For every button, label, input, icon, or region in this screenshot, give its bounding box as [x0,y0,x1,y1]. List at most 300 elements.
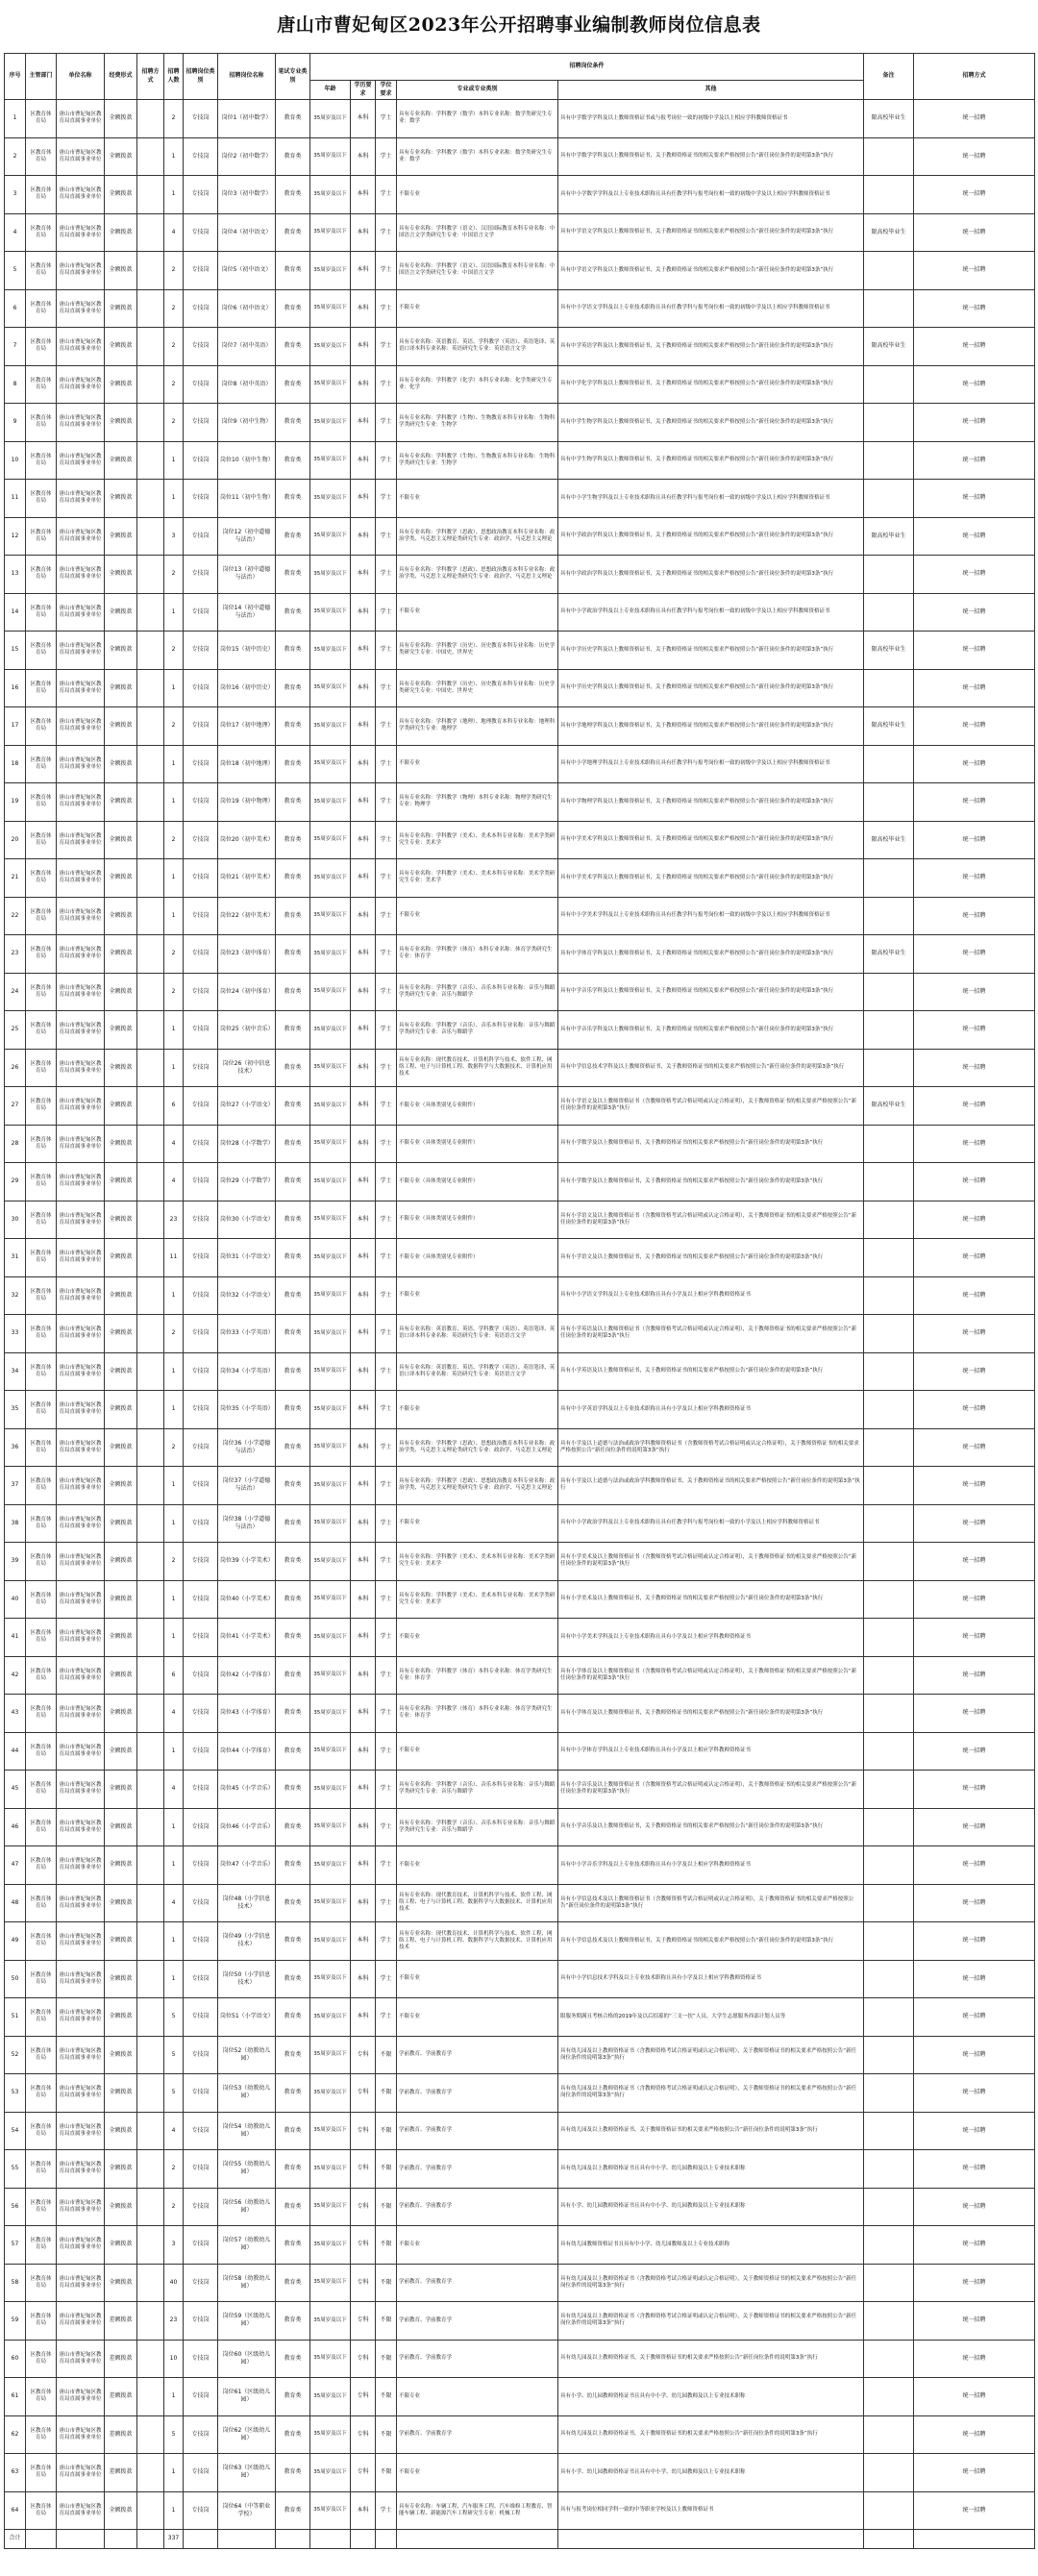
cell-major: 不限专业（具体类别见专业附件） [397,1163,558,1201]
table-row [5,1846,1035,1885]
cell-age: 35周岁及以下 [310,176,351,214]
cell-seq: 53 [5,2074,26,2113]
cell-funding: 全额拨款 [105,1960,137,1998]
cell-category: 专技岗 [184,289,218,328]
cell-category: 专技岗 [184,1049,218,1087]
cell-seq: 42 [5,1656,26,1695]
cell-funding: 全额拨款 [105,1352,137,1391]
cell-mode: 统一招聘 [914,1163,1035,1201]
cell-degree: 学士 [376,1011,397,1050]
table-row [5,1543,1035,1581]
cell-degree: 学士 [376,137,397,176]
cell-seq: 9 [5,404,26,442]
cell-mode: 统一招聘 [914,2150,1035,2189]
cell-seq: 2 [5,137,26,176]
cell-unit: 唐山市曹妃甸区教育局直属事业单位 [57,1846,105,1885]
cell-funding: 全额拨款 [105,859,137,898]
cell-age: 35周岁及以下 [310,404,351,442]
cell-unit: 唐山市曹妃甸区教育局直属事业单位 [57,1087,105,1126]
cell-major: 具有专业名称：学科教学（思政）、思想政治教育本科专业名称：政治学类、马克思主义理论类研究生专业：政治学、马克思主义理论 [397,1428,558,1467]
cell-num: 6 [164,1656,184,1695]
cell-method [137,1998,164,2037]
table-row [5,1884,1035,1922]
cell-major: 不限专业 [397,897,558,935]
cell-edu: 本科 [351,556,376,594]
cell-seq: 22 [5,897,26,935]
cell-method [137,100,164,138]
cell-age: 35周岁及以下 [310,1580,351,1619]
cell-funding: 全额拨款 [105,328,137,366]
cell-mode: 统一招聘 [914,973,1035,1011]
cell-major: 不限专业 [397,593,558,632]
cell-num: 6 [164,1087,184,1126]
cell-category: 专技岗 [184,2112,218,2150]
cell-edu: 本科 [351,517,376,556]
cell-degree: 不限 [376,2378,397,2416]
cell-method [137,404,164,442]
cell-funding: 全额拨款 [105,783,137,822]
cell-degree: 学士 [376,441,397,480]
cell-remark: 限高校毕业生 [864,328,914,366]
cell-degree: 学士 [376,897,397,935]
cell-age: 35周岁及以下 [310,1808,351,1846]
cell-major: 不限专业（具体类别见专业附件） [397,1201,558,1239]
cell-unit: 唐山市曹妃甸区教育局直属事业单位 [57,1011,105,1050]
cell-mode: 统一招聘 [914,745,1035,783]
cell-category: 专技岗 [184,1087,218,1126]
cell-unit: 唐山市曹妃甸区教育局直属事业单位 [57,859,105,898]
cell-num: 2 [164,252,184,290]
cell-funding: 全额拨款 [105,1315,137,1353]
cell-method [137,783,164,822]
cell-mode: 统一招聘 [914,480,1035,518]
cell-major: 学前教育、学前教育学 [397,2074,558,2113]
table-row [5,2188,1035,2226]
cell-unit: 唐山市曹妃甸区教育局直属事业单位 [57,1391,105,1429]
cell-num: 1 [164,1922,184,1961]
cell-category: 专技岗 [184,1846,218,1885]
cell-post: 岗位18（初中地理） [218,745,276,783]
cell-funding: 差额拨款 [105,2340,137,2378]
cell-seq: 3 [5,176,26,214]
cell-exam: 教育类 [276,404,310,442]
cell-num: 2 [164,1315,184,1353]
cell-dept: 区教育体育局 [26,556,57,594]
cell-age: 35周岁及以下 [310,1315,351,1353]
cell-dept: 区教育体育局 [26,1239,57,1277]
cell-post: 岗位22（初中美术） [218,897,276,935]
cell-major: 具有专业名称：学科教学（物理）本科专业名称：物理学类研究生专业：物理学 [397,783,558,822]
cell-dept: 区教育体育局 [26,328,57,366]
cell-num: 4 [164,1163,184,1201]
cell-exam: 教育类 [276,1467,310,1505]
cell-mode: 统一招聘 [914,1846,1035,1885]
cell-category: 专技岗 [184,1125,218,1163]
cell-major: 具有专业名称：英语教育、英语、学科教学（英语）、英语笔译、英语口译本科专业名称：英语研究生专业：英语语言文学 [397,328,558,366]
cell-other: 具有中小学数学学科及以上专业技术职称且具有任教学科与报考岗位相一致的初级中学及以上相应学科教师资格证书 [558,176,864,214]
cell-major: 具有专业名称：现代教育技术、计算机科学与技术、软件工程、网络工程、电子与计算机工程、数据科学与大数据技术、计算机应用技术 [397,1922,558,1961]
cell-num: 1 [164,1960,184,1998]
cell-funding: 全额拨款 [105,1011,137,1050]
cell-unit: 唐山市曹妃甸区教育局直属事业单位 [57,1315,105,1353]
cell-funding: 全额拨款 [105,897,137,935]
cell-age: 35周岁及以下 [310,137,351,176]
cell-unit: 唐山市曹妃甸区教育局直属事业单位 [57,2036,105,2074]
cell-post: 岗位53（幼教幼儿园） [218,2074,276,2113]
cell-remark [864,859,914,898]
header-seq: 序号 [5,54,26,100]
cell-remark [864,137,914,176]
cell-other: 具有中学美术学科及以上教师资格证书，关于教师资格证书的相关要求严格按照公告“新任岗位条件的说明第3条”执行 [558,821,864,859]
cell-age: 35周岁及以下 [310,2454,351,2492]
cell-dept: 区教育体育局 [26,1125,57,1163]
cell-post: 岗位20（初中美术） [218,821,276,859]
table-row [5,1998,1035,2037]
cell-seq: 16 [5,669,26,707]
cell-seq: 41 [5,1619,26,1657]
cell-degree: 不限 [376,2264,397,2302]
cell-category: 专技岗 [184,328,218,366]
cell-category: 专技岗 [184,1771,218,1809]
cell-exam: 教育类 [276,213,310,252]
cell-method [137,252,164,290]
table-row [5,1695,1035,1733]
cell-remark [864,1695,914,1733]
cell-method [137,1428,164,1467]
cell-num: 1 [164,2454,184,2492]
cell-degree: 学士 [376,745,397,783]
cell-mode: 统一招聘 [914,1543,1035,1581]
cell-seq: 12 [5,517,26,556]
cell-post: 岗位62（区级幼儿园） [218,2415,276,2454]
cell-num: 2 [164,935,184,974]
table-row [5,1960,1035,1998]
cell-age: 35周岁及以下 [310,1239,351,1277]
cell-category: 专技岗 [184,821,218,859]
cell-major: 具有专业名称：学科教学（体育）本科专业名称：体育学类研究生专业：体育学 [397,1695,558,1733]
cell-other: 具有中学地理学科及以上教师资格证书，关于教师资格证书的相关要求严格按照公告“新任岗位条件的说明第3条”执行 [558,707,864,746]
table-row [5,745,1035,783]
cell-unit: 唐山市曹妃甸区教育局直属事业单位 [57,289,105,328]
cell-funding: 全额拨款 [105,1884,137,1922]
header-remark: 备注 [864,54,914,100]
cell-remark [864,2264,914,2302]
cell-post: 岗位8（初中英语） [218,365,276,404]
cell-major: 不限专业 [397,1276,558,1315]
cell-major: 具有专业名称：车辆工程、汽车服务工程、汽车维修工程教育、智能车辆工程、新能源汽车工程研究生专业：机械工程 [397,2491,558,2530]
cell-remark [864,1315,914,1353]
cell-remark [864,1352,914,1391]
cell-unit: 唐山市曹妃甸区教育局直属事业单位 [57,1998,105,2037]
table-row [5,328,1035,366]
cell-funding: 全额拨款 [105,1163,137,1201]
cell-degree: 学士 [376,1428,397,1467]
cell-category: 专技岗 [184,2340,218,2378]
cell-unit: 唐山市曹妃甸区教育局直属事业单位 [57,2188,105,2226]
cell-funding: 全额拨款 [105,556,137,594]
cell-other: 具有中学政治学科及以上教师资格证书，关于教师资格证书的相关要求严格按照公告“新任岗位条件的说明第3条”执行 [558,517,864,556]
cell-exam: 教育类 [276,252,310,290]
cell-funding: 全额拨款 [105,365,137,404]
cell-dept: 区教育体育局 [26,252,57,290]
cell-unit: 唐山市曹妃甸区教育局直属事业单位 [57,783,105,822]
cell-category: 专技岗 [184,1239,218,1277]
table-row [5,1732,1035,1771]
cell-edu: 专科 [351,2415,376,2454]
cell-degree: 学士 [376,1239,397,1277]
cell-num: 1 [164,669,184,707]
cell-unit: 唐山市曹妃甸区教育局直属事业单位 [57,1352,105,1391]
cell-age: 35周岁及以下 [310,859,351,898]
cell-method [137,1732,164,1771]
table-row [5,2074,1035,2113]
cell-major: 学前教育、学前教育学 [397,2036,558,2074]
cell-remark [864,556,914,594]
cell-mode: 统一招聘 [914,213,1035,252]
cell-edu: 本科 [351,480,376,518]
cell-category: 专技岗 [184,480,218,518]
cell-seq: 11 [5,480,26,518]
cell-degree: 不限 [376,2454,397,2492]
cell-funding: 全额拨款 [105,1732,137,1771]
cell-seq: 36 [5,1428,26,1467]
cell-exam: 教育类 [276,1163,310,1201]
cell-major: 具有专业名称：学科教学（美术）、美术本科专业名称：美术学类研究生专业：美术学 [397,1543,558,1581]
cell-edu: 专科 [351,2188,376,2226]
cell-category: 专技岗 [184,1163,218,1201]
cell-method [137,328,164,366]
cell-post: 岗位37（小学道德与法治） [218,1467,276,1505]
table-row [5,935,1035,974]
cell-exam: 教育类 [276,365,310,404]
cell-unit: 唐山市曹妃甸区教育局直属事业单位 [57,2491,105,2530]
cell-unit: 唐山市曹妃甸区教育局直属事业单位 [57,897,105,935]
cell-remark [864,1808,914,1846]
cell-edu: 专科 [351,2454,376,2492]
cell-other: 具有中学音乐学科及以上教师资格证书，关于教师资格证书的相关要求严格按照公告“新任岗位条件的说明第3条”执行 [558,1011,864,1050]
table-row [5,821,1035,859]
cell-dept: 区教育体育局 [26,1011,57,1050]
cell-remark [864,1125,914,1163]
cell-age: 35周岁及以下 [310,1087,351,1126]
cell-age: 35周岁及以下 [310,2491,351,2530]
cell-exam: 教育类 [276,783,310,822]
cell-num: 1 [164,859,184,898]
cell-unit: 唐山市曹妃甸区教育局直属事业单位 [57,745,105,783]
cell-exam: 教育类 [276,517,310,556]
cell-other: 具有小学音乐及以上教师资格证书，关于教师资格证书的相关要求严格按照公告“新任岗位条件的说明第3条”执行 [558,1808,864,1846]
cell-num: 4 [164,2112,184,2150]
cell-category: 专技岗 [184,935,218,974]
cell-edu: 本科 [351,1315,376,1353]
cell-method [137,441,164,480]
cell-post: 岗位3（初中数学） [218,176,276,214]
cell-degree: 学士 [376,404,397,442]
cell-other: 具有幼儿园及以上教师资格证书（含教师资格考试合格证明或认定合格证明），关于教师资格证书的相关要求严格按照公告“新任岗位条件的说明第3条”执行 [558,2036,864,2074]
cell-edu: 本科 [351,1732,376,1771]
table-row [5,2454,1035,2492]
cell-age: 35周岁及以下 [310,707,351,746]
cell-major: 不限专业 [397,2226,558,2265]
cell-degree: 学士 [376,859,397,898]
cell-remark [864,1922,914,1961]
cell-mode: 统一招聘 [914,1428,1035,1467]
cell-num: 2 [164,328,184,366]
cell-other: 具有小学、幼儿园教师资格证书且具有中小学、幼儿园教师及以上专业技术职称 [558,2188,864,2226]
cell-mode: 统一招聘 [914,1884,1035,1922]
cell-seq: 64 [5,2491,26,2530]
cell-post: 岗位46（小学音乐） [218,1808,276,1846]
cell-funding: 全额拨款 [105,632,137,670]
cell-degree: 学士 [376,556,397,594]
table-row [5,1239,1035,1277]
cell-edu: 本科 [351,1352,376,1391]
cell-seq: 45 [5,1771,26,1809]
cell-num: 2 [164,404,184,442]
cell-major: 学前教育、学前教育学 [397,2188,558,2226]
cell-dept: 区教育体育局 [26,2378,57,2416]
cell-seq: 32 [5,1276,26,1315]
cell-method [137,669,164,707]
cell-dept: 区教育体育局 [26,1163,57,1201]
cell-seq: 55 [5,2150,26,2189]
cell-other: 具有中小学体育学科及以上专业技术职称且具有小学及以上相应学科教师资格证书 [558,1732,864,1771]
cell-other: 具有中学语文学科及以上教师资格证书，关于教师资格证书的相关要求严格按照公告“新任岗位条件的说明第3条”执行 [558,252,864,290]
cell-dept: 区教育体育局 [26,2340,57,2378]
table-row [5,1771,1035,1809]
header-exam: 笔试专业类别 [276,54,310,100]
cell-age: 35周岁及以下 [310,2150,351,2189]
cell-unit: 唐山市曹妃甸区教育局直属事业单位 [57,1922,105,1961]
cell-other: 具有幼儿园及以上教师资格证书，关于教师资格证书的相关要求严格按照公告“新任岗位条件的说明第3条”执行 [558,2415,864,2454]
cell-unit: 唐山市曹妃甸区教育局直属事业单位 [57,593,105,632]
cell-age: 35周岁及以下 [310,213,351,252]
cell-method [137,1352,164,1391]
cell-mode: 统一招聘 [914,1276,1035,1315]
cell-seq: 48 [5,1884,26,1922]
cell-exam: 教育类 [276,1846,310,1885]
cell-post: 岗位40（小学美术） [218,1580,276,1619]
cell-degree: 学士 [376,593,397,632]
cell-mode: 统一招聘 [914,1125,1035,1163]
cell-seq: 29 [5,1163,26,1201]
cell-remark [864,2454,914,2492]
cell-degree: 学士 [376,1543,397,1581]
cell-post: 岗位7（初中英语） [218,328,276,366]
cell-seq: 52 [5,2036,26,2074]
cell-category: 专技岗 [184,707,218,746]
cell-other: 具有小学及以上道德与法治或政治学科教师资格证书，关于教师资格证书的相关要求严格按照公告“新任岗位条件的说明第3条”执行 [558,1467,864,1505]
cell-age: 35周岁及以下 [310,1352,351,1391]
cell-remark: 限高校毕业生 [864,517,914,556]
cell-funding: 全额拨款 [105,2074,137,2113]
cell-num: 1 [164,593,184,632]
cell-edu: 本科 [351,669,376,707]
cell-degree: 学士 [376,176,397,214]
cell-seq: 40 [5,1580,26,1619]
cell-funding: 全额拨款 [105,973,137,1011]
cell-seq: 28 [5,1125,26,1163]
cell-remark: 限高校毕业生 [864,100,914,138]
cell-exam: 教育类 [276,2491,310,2530]
cell-method [137,2491,164,2530]
cell-other: 具有中学音乐学科及以上教师资格证书，关于教师资格证书的相关要求严格按照公告“新任岗位条件的说明第3条”执行 [558,973,864,1011]
cell-category: 专技岗 [184,859,218,898]
cell-post: 岗位28（小学数学） [218,1125,276,1163]
cell-major: 具有专业名称：学科教学（语文）、汉语国际教育本科专业名称：中国语言文学类研究生专业：中国语言文学 [397,252,558,290]
cell-category: 专技岗 [184,593,218,632]
cell-remark [864,1732,914,1771]
cell-edu: 本科 [351,897,376,935]
table-row [5,404,1035,442]
cell-mode: 统一招聘 [914,2036,1035,2074]
cell-category: 专技岗 [184,1695,218,1733]
cell-dept: 区教育体育局 [26,783,57,822]
cell-major: 学前教育、学前教育学 [397,2302,558,2341]
cell-major: 具有专业名称：学科教学（思政）、思想政治教育本科专业名称：政治学类、马克思主义理论类研究生专业：政治学、马克思主义理论 [397,517,558,556]
cell-major: 具有专业名称：学科教学（美术）、美术本科专业名称：美术学类研究生专业：美术学 [397,821,558,859]
cell-degree: 学士 [376,669,397,707]
cell-post: 岗位44（小学体育） [218,1732,276,1771]
cell-mode: 统一招聘 [914,2074,1035,2113]
cell-funding: 全额拨款 [105,1619,137,1657]
cell-remark [864,2112,914,2150]
cell-category: 专技岗 [184,2415,218,2454]
cell-category: 专技岗 [184,1467,218,1505]
cell-category: 专技岗 [184,1391,218,1429]
cell-age: 35周岁及以下 [310,1656,351,1695]
total-row [5,2530,1035,2549]
cell-edu: 本科 [351,1922,376,1961]
cell-funding: 差额拨款 [105,2454,137,2492]
cell-remark [864,1504,914,1543]
cell-num: 2 [164,365,184,404]
cell-major: 学前教育、学前教育学 [397,2264,558,2302]
table-row [5,441,1035,480]
cell-remark [864,1580,914,1619]
cell-method [137,517,164,556]
cell-method [137,1504,164,1543]
cell-num: 5 [164,2036,184,2074]
cell-post: 岗位10（初中生物） [218,441,276,480]
cell-method [137,1239,164,1277]
cell-edu: 本科 [351,1125,376,1163]
cell-category: 专技岗 [184,2491,218,2530]
cell-age: 35周岁及以下 [310,2415,351,2454]
cell-mode: 统一招聘 [914,1656,1035,1695]
cell-mode: 统一招聘 [914,1467,1035,1505]
cell-exam: 教育类 [276,1276,310,1315]
cell-edu: 专科 [351,2340,376,2378]
cell-seq: 62 [5,2415,26,2454]
cell-age: 35周岁及以下 [310,1732,351,1771]
cell-mode: 统一招聘 [914,289,1035,328]
header-row-1 [5,54,1035,81]
cell-major: 不限专业 [397,480,558,518]
cell-mode: 统一招聘 [914,100,1035,138]
table-row [5,2302,1035,2341]
cell-other: 具有小学、幼儿园教师资格证书且具有中小学、幼儿园教师及以上专业技术职称 [558,2378,864,2416]
cell-other: 具有小学语文及以上教师资格证书（含教师资格考试合格证明或认定合格证明），关于教师资格证书的相关要求严格按照公告“新任岗位条件的说明第3条”执行 [558,1201,864,1239]
cell-funding: 全额拨款 [105,213,137,252]
cell-mode: 统一招聘 [914,2302,1035,2341]
cell-edu: 本科 [351,1201,376,1239]
cell-seq: 4 [5,213,26,252]
cell-age: 35周岁及以下 [310,480,351,518]
cell-num: 10 [164,2340,184,2378]
cell-seq: 5 [5,252,26,290]
cell-method [137,213,164,252]
